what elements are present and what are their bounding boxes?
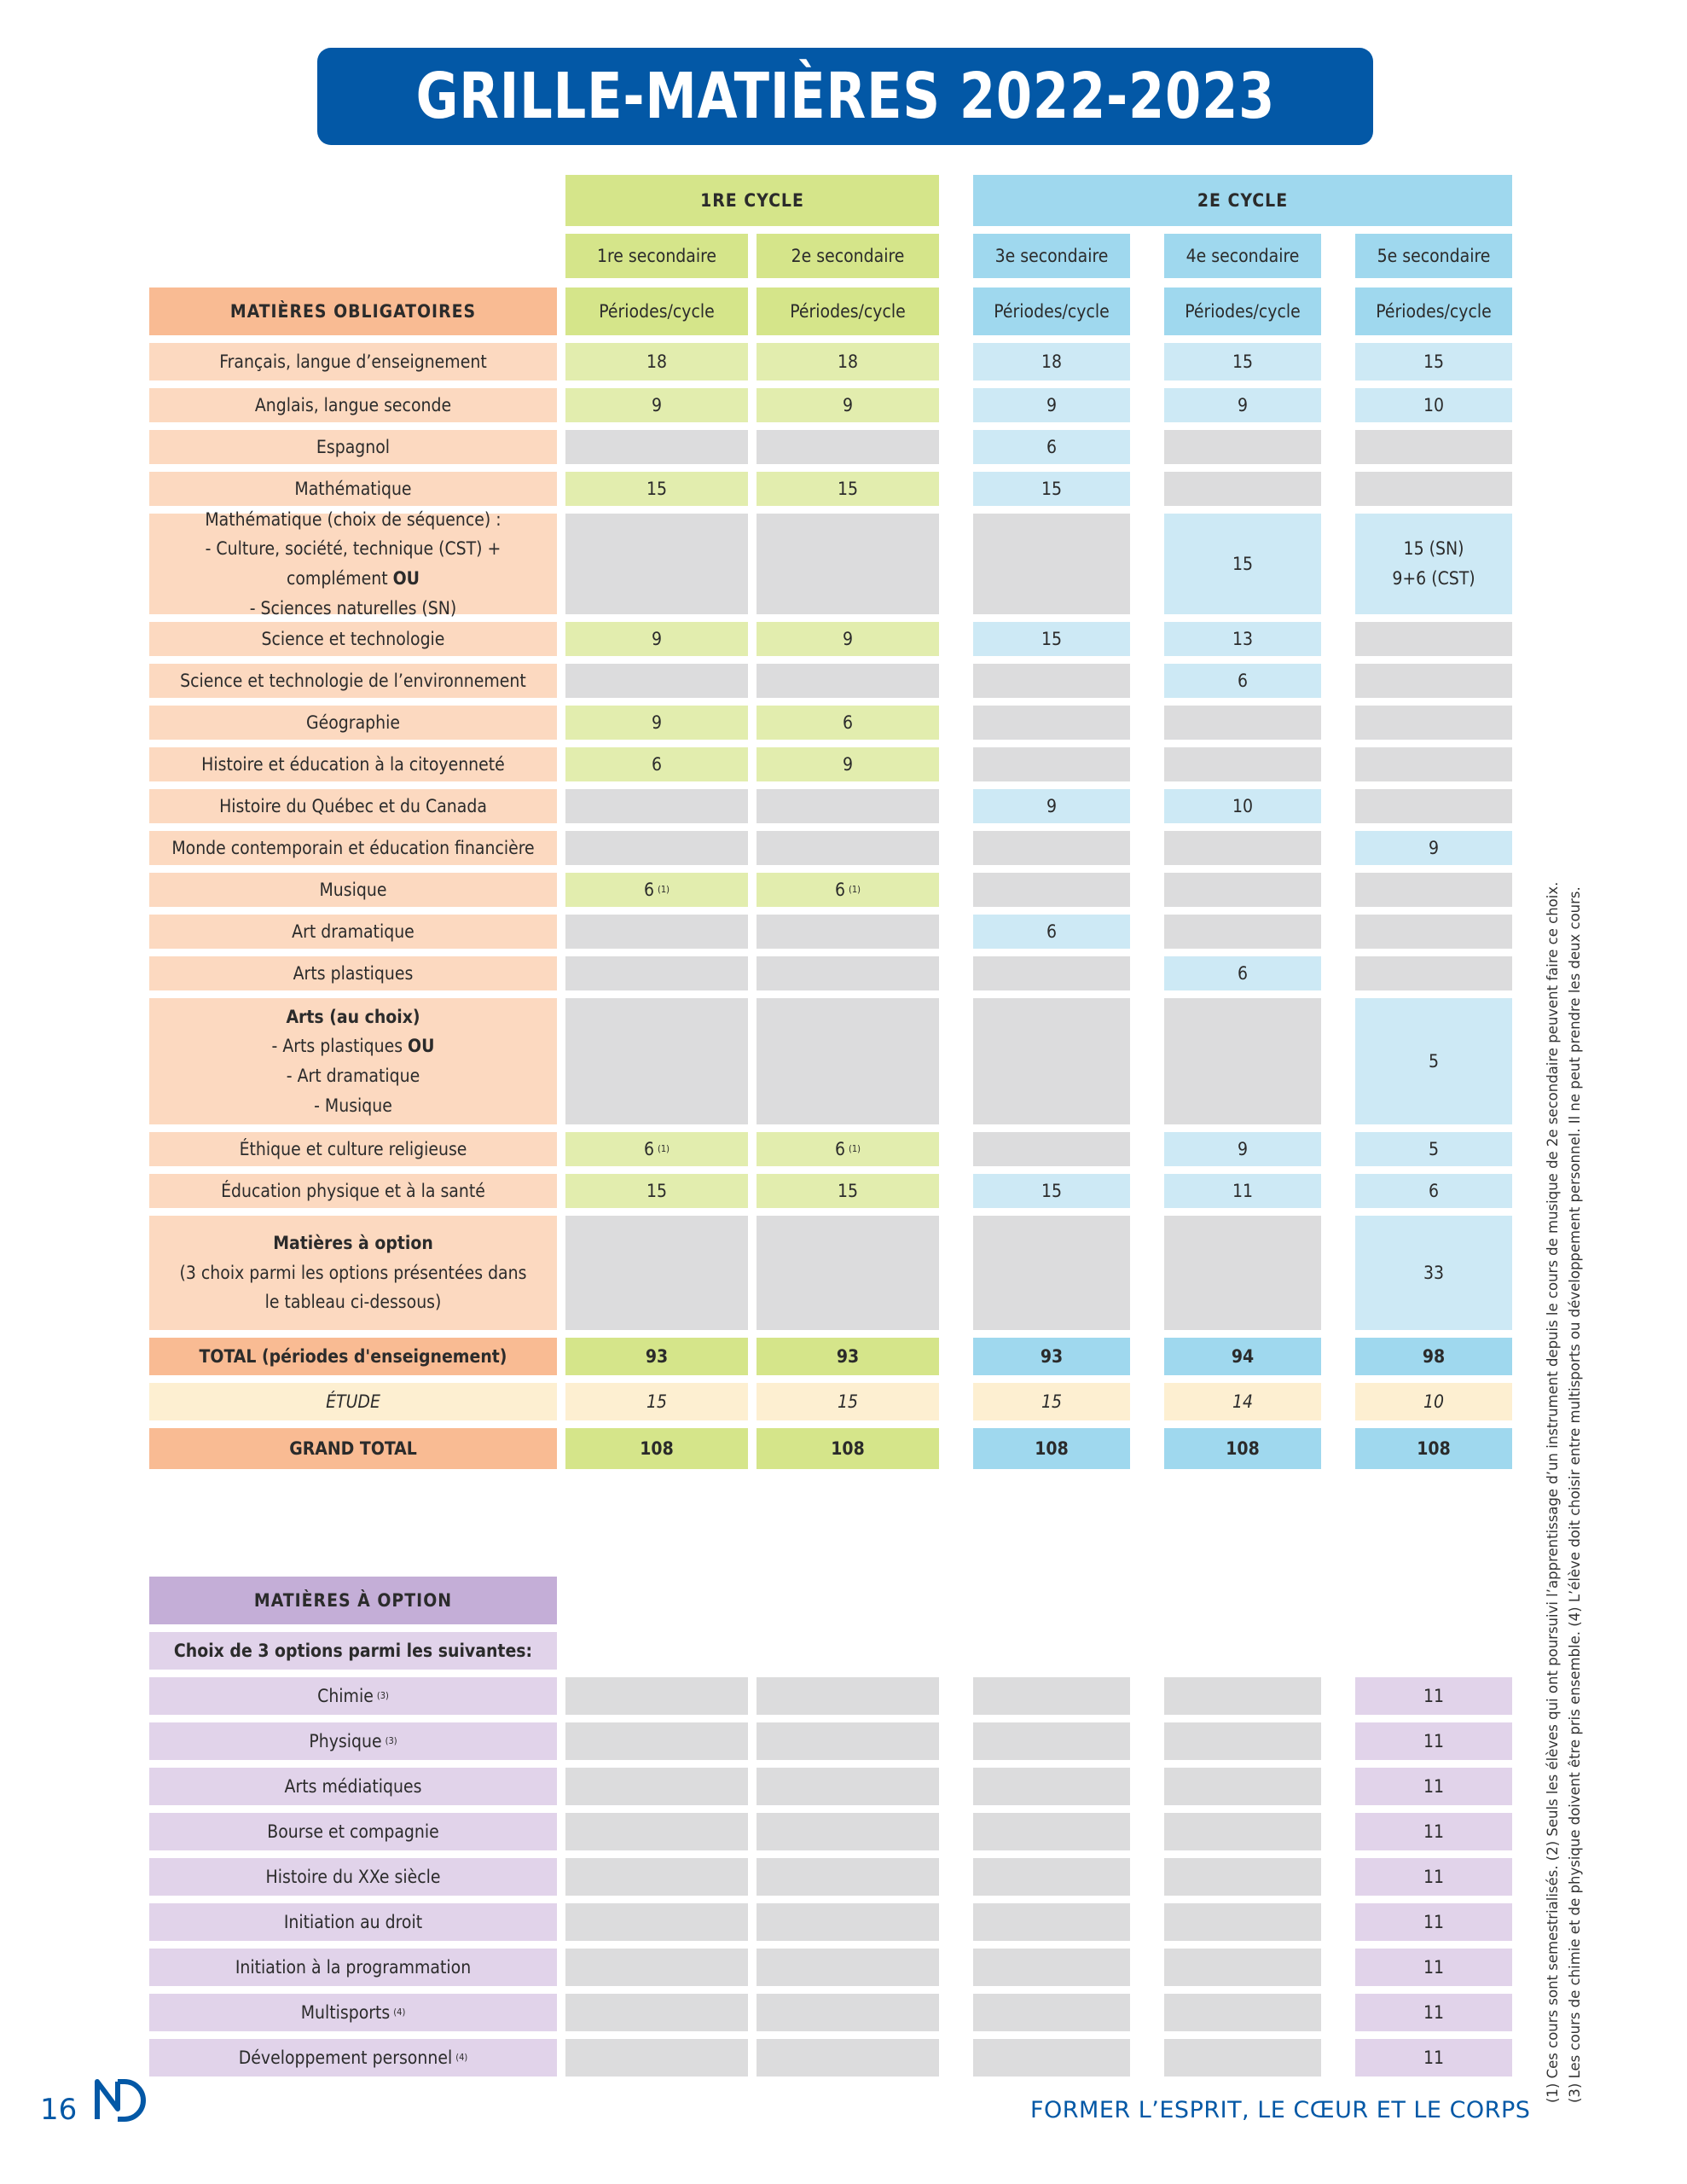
period-cell bbox=[565, 956, 748, 990]
period-cell bbox=[1164, 915, 1321, 949]
etude-label: ÉTUDE bbox=[149, 1383, 557, 1420]
period-value: 6 bbox=[834, 1138, 845, 1159]
option-row-label: Multisports (4) bbox=[149, 1994, 557, 2031]
period-cell bbox=[973, 472, 1130, 506]
period-cell bbox=[757, 1677, 939, 1715]
period-cell bbox=[757, 1216, 939, 1330]
subject-label-line: - Sciences naturelles (SN) bbox=[249, 597, 457, 619]
subject-label bbox=[149, 472, 557, 506]
empty-cell bbox=[757, 1577, 939, 1624]
period-cell bbox=[565, 1813, 748, 1850]
period-cell bbox=[1355, 622, 1512, 656]
empty-corner bbox=[149, 234, 557, 278]
subject-label-line: Matières à option bbox=[273, 1233, 433, 1254]
period-cell bbox=[973, 915, 1130, 949]
period-cell: 6 (1) bbox=[565, 873, 748, 907]
period-value: 6 bbox=[842, 712, 854, 733]
total-value: 98 bbox=[1355, 1338, 1512, 1375]
subject-label bbox=[149, 706, 557, 740]
period-cell bbox=[1355, 664, 1512, 698]
period-cell bbox=[973, 1949, 1130, 1986]
period-cell bbox=[973, 388, 1130, 422]
period-cell bbox=[565, 1722, 748, 1760]
period-cell bbox=[565, 706, 748, 740]
footnote-line: (3) Les cours de chimie et de physique doivent être pris ensemble. (4) L’élève doit choisir entre multisports ou développement personnel. Il ne peut prendre les deux cours. bbox=[1567, 886, 1583, 2103]
period-cell bbox=[565, 1903, 748, 1941]
period-value: 15 bbox=[646, 1180, 668, 1201]
nd-monogram-logo-icon bbox=[92, 2075, 150, 2126]
period-cell bbox=[757, 2039, 939, 2077]
period-cell bbox=[973, 1174, 1130, 1208]
period-value: 18 bbox=[1041, 351, 1063, 372]
period-cell bbox=[565, 514, 748, 614]
period-cell bbox=[1164, 2039, 1321, 2077]
total-value: 93 bbox=[757, 1338, 939, 1375]
period-cell bbox=[1164, 998, 1321, 1124]
period-cell bbox=[973, 1132, 1130, 1166]
etude-value: 15 bbox=[757, 1383, 939, 1420]
subject-label-line: Français, langue d’enseignement bbox=[219, 351, 487, 372]
period-cell bbox=[1355, 472, 1512, 506]
subject-label-line: Science et technologie de l’environnement bbox=[180, 670, 526, 691]
subject-label bbox=[149, 508, 557, 619]
period-cell bbox=[757, 514, 939, 614]
period-value: 9 bbox=[1237, 1138, 1249, 1159]
period-value: 9 bbox=[842, 394, 854, 415]
option-label: Initiation au droit bbox=[283, 1911, 423, 1932]
period-cell bbox=[1164, 789, 1321, 823]
period-cell bbox=[1355, 915, 1512, 949]
period-value: 6 bbox=[651, 753, 663, 775]
period-value: 10 bbox=[1232, 795, 1254, 816]
subject-label bbox=[149, 1132, 557, 1166]
subject-label-line: Éducation physique et à la santé bbox=[221, 1180, 485, 1201]
etude-value: 15 bbox=[565, 1383, 748, 1420]
period-cell bbox=[565, 430, 748, 464]
period-cell bbox=[757, 789, 939, 823]
subject-label-line: Arts (au choix) bbox=[286, 1006, 420, 1027]
option-value: 11 bbox=[1355, 1903, 1512, 1941]
subject-label bbox=[149, 747, 557, 781]
empty-cell bbox=[1139, 1577, 1321, 1624]
period-cell bbox=[757, 622, 939, 656]
or-keyword: OU bbox=[408, 1036, 435, 1057]
period-value: 15 bbox=[1041, 628, 1063, 649]
level-header: 1re secondaire bbox=[565, 234, 748, 278]
etude-value: 10 bbox=[1355, 1383, 1512, 1420]
option-row-label bbox=[149, 1903, 557, 1941]
subject-label-line: Éthique et culture religieuse bbox=[239, 1138, 467, 1159]
subject-label-line: Art dramatique bbox=[292, 921, 415, 942]
subject-label-line: Géographie bbox=[305, 712, 400, 733]
period-cell bbox=[973, 789, 1130, 823]
period-cell bbox=[757, 915, 939, 949]
period-cell bbox=[1355, 1174, 1512, 1208]
period-cell bbox=[1164, 430, 1321, 464]
period-value: 9 bbox=[842, 628, 854, 649]
options-choice-header: Choix de 3 options parmi les suivantes: bbox=[149, 1632, 557, 1670]
subject-label-line: Mathématique (choix de séquence) : bbox=[205, 508, 501, 530]
period-cell bbox=[973, 1768, 1130, 1805]
period-cell bbox=[1355, 789, 1512, 823]
total-value: 94 bbox=[1164, 1338, 1321, 1375]
period-cell bbox=[565, 622, 748, 656]
option-label: Arts médiatiques bbox=[284, 1775, 422, 1797]
option-row-label: Physique (3) bbox=[149, 1722, 557, 1760]
total-value: 93 bbox=[565, 1338, 748, 1375]
period-value: 15 bbox=[837, 478, 859, 499]
option-value: 11 bbox=[1355, 1949, 1512, 1986]
period-cell bbox=[565, 1174, 748, 1208]
period-cell bbox=[1355, 706, 1512, 740]
subject-label bbox=[149, 1216, 557, 1330]
period-cell bbox=[1164, 831, 1321, 865]
period-value: 10 bbox=[1423, 394, 1445, 415]
period-cell bbox=[757, 343, 939, 380]
period-cell bbox=[1164, 664, 1321, 698]
periods-header: Périodes/cycle bbox=[1164, 288, 1321, 335]
option-label: Multisports bbox=[300, 2001, 391, 2023]
period-cell bbox=[973, 1722, 1130, 1760]
period-cell bbox=[1164, 622, 1321, 656]
period-cell bbox=[757, 664, 939, 698]
subject-label bbox=[149, 622, 557, 656]
option-label: Chimie bbox=[317, 1685, 374, 1706]
option-label: Développement personnel bbox=[238, 2047, 453, 2068]
period-value: 15 bbox=[1041, 1180, 1063, 1201]
period-cell bbox=[973, 343, 1130, 380]
period-cell bbox=[565, 1858, 748, 1896]
period-value: 6 bbox=[643, 879, 654, 900]
period-cell bbox=[1355, 873, 1512, 907]
period-cell bbox=[973, 664, 1130, 698]
period-cell bbox=[1164, 1216, 1321, 1330]
period-cell bbox=[973, 1994, 1130, 2031]
period-cell bbox=[565, 2039, 748, 2077]
period-cell bbox=[757, 1174, 939, 1208]
option-value: 11 bbox=[1355, 1813, 1512, 1850]
period-value: 11 bbox=[1232, 1180, 1254, 1201]
subject-label-line: (3 choix parmi les options présentées dans bbox=[179, 1262, 527, 1283]
subject-label bbox=[149, 1174, 557, 1208]
period-cell bbox=[1164, 1722, 1321, 1760]
subject-label-line: Histoire et éducation à la citoyenneté bbox=[201, 753, 505, 775]
period-cell bbox=[757, 831, 939, 865]
period-cell bbox=[1164, 1903, 1321, 1941]
page-title-banner bbox=[317, 48, 1373, 145]
period-cell bbox=[565, 343, 748, 380]
option-row-label: Chimie (3) bbox=[149, 1677, 557, 1715]
period-cell bbox=[757, 472, 939, 506]
empty-cell bbox=[565, 1577, 748, 1624]
period-cell bbox=[1164, 873, 1321, 907]
period-value: 15 bbox=[646, 478, 668, 499]
period-cell bbox=[973, 514, 1130, 614]
period-cell bbox=[1355, 831, 1512, 865]
periods-header: Périodes/cycle bbox=[757, 288, 939, 335]
period-value: 6 bbox=[1046, 921, 1058, 942]
subject-label-line: Histoire du Québec et du Canada bbox=[219, 795, 487, 816]
grand-total-value: 108 bbox=[1355, 1428, 1512, 1469]
option-value: 11 bbox=[1355, 1677, 1512, 1715]
period-value: 6 bbox=[1237, 962, 1249, 984]
period-cell bbox=[1355, 514, 1512, 614]
subject-label bbox=[149, 343, 557, 380]
footnote-line: (1) Ces cours sont semestrialisés. (2) Seuls les élèves qui ont poursuivi l’apprentissage d’un instrument depuis le cours de musique de 2e secondaire peuvent faire ce choix. bbox=[1545, 881, 1561, 2103]
subject-label-line: Espagnol bbox=[316, 436, 391, 457]
period-cell bbox=[1355, 956, 1512, 990]
subject-label-line: Musique bbox=[319, 879, 387, 900]
period-cell bbox=[565, 1768, 748, 1805]
period-cell bbox=[1164, 747, 1321, 781]
period-cell bbox=[757, 956, 939, 990]
period-cell bbox=[1355, 1132, 1512, 1166]
period-cell bbox=[1164, 1768, 1321, 1805]
period-cell bbox=[757, 747, 939, 781]
page-title: GRILLE-MATIÈRES 2022-2023 bbox=[415, 60, 1275, 133]
subject-label bbox=[149, 664, 557, 698]
period-value: 9 bbox=[651, 628, 663, 649]
period-cell bbox=[565, 664, 748, 698]
period-cell bbox=[757, 998, 939, 1124]
option-label: Histoire du XXe siècle bbox=[265, 1866, 441, 1887]
period-cell bbox=[565, 915, 748, 949]
period-value: 9 bbox=[651, 712, 663, 733]
period-value: 15 bbox=[1232, 351, 1254, 372]
empty-corner bbox=[149, 175, 557, 226]
subject-label-line: Monde contemporain et éducation financière bbox=[171, 837, 535, 858]
period-cell bbox=[973, 430, 1130, 464]
period-value: 6 bbox=[1428, 1180, 1440, 1201]
level-header: 2e secondaire bbox=[757, 234, 939, 278]
period-value: 13 bbox=[1232, 628, 1254, 649]
period-value: 9 bbox=[1237, 394, 1249, 415]
period-cell bbox=[1164, 1858, 1321, 1896]
option-row-label bbox=[149, 1949, 557, 1986]
option-value: 11 bbox=[1355, 1722, 1512, 1760]
period-cell bbox=[973, 873, 1130, 907]
period-cell bbox=[565, 388, 748, 422]
period-cell bbox=[973, 747, 1130, 781]
empty-cell bbox=[948, 1577, 1130, 1624]
subject-label-line: le tableau ci-dessous) bbox=[264, 1292, 442, 1313]
period-cell bbox=[757, 1994, 939, 2031]
empty-cell bbox=[948, 1632, 1130, 1670]
period-cell bbox=[973, 2039, 1130, 2077]
section-options: MATIÈRES À OPTION bbox=[149, 1577, 557, 1624]
grand-total-value: 108 bbox=[973, 1428, 1130, 1469]
period-value: 15 (SN) bbox=[1403, 538, 1464, 560]
period-cell bbox=[1355, 747, 1512, 781]
period-value: 6 bbox=[1237, 670, 1249, 691]
empty-cell bbox=[1330, 1577, 1512, 1624]
period-cell bbox=[973, 1216, 1130, 1330]
period-cell bbox=[1164, 1994, 1321, 2031]
period-cell bbox=[973, 1903, 1130, 1941]
page-number: 16 bbox=[40, 2093, 78, 2127]
period-cell bbox=[757, 1813, 939, 1850]
subject-label-line: Science et technologie bbox=[261, 628, 445, 649]
mandatory-grid bbox=[149, 288, 1512, 1469]
period-value: 6 bbox=[1046, 436, 1058, 457]
option-row-label bbox=[149, 1813, 557, 1850]
period-cell bbox=[565, 998, 748, 1124]
period-cell bbox=[1164, 1132, 1321, 1166]
empty-cell bbox=[757, 1632, 939, 1670]
period-cell bbox=[973, 622, 1130, 656]
cycle-2-header: 2E CYCLE bbox=[973, 175, 1512, 226]
subject-label-line: Anglais, langue seconde bbox=[254, 394, 452, 415]
period-cell bbox=[565, 1216, 748, 1330]
level-header: 3e secondaire bbox=[973, 234, 1130, 278]
period-cell bbox=[973, 998, 1130, 1124]
period-cell bbox=[973, 1677, 1130, 1715]
footer-tagline: FORMER L’ESPRIT, LE CŒUR ET LE CORPS bbox=[1030, 2097, 1531, 2123]
grand-total-value: 108 bbox=[1164, 1428, 1321, 1469]
option-row-label bbox=[149, 1768, 557, 1805]
subject-label bbox=[149, 915, 557, 949]
period-cell bbox=[1164, 472, 1321, 506]
total-label: TOTAL (périodes d'enseignement) bbox=[149, 1338, 557, 1375]
subject-label-line: Mathématique bbox=[294, 478, 412, 499]
subject-label bbox=[149, 998, 557, 1124]
option-value: 11 bbox=[1355, 1994, 1512, 2031]
option-value: 11 bbox=[1355, 1768, 1512, 1805]
grand-total-value: 108 bbox=[757, 1428, 939, 1469]
period-value: 5 bbox=[1428, 1050, 1440, 1072]
period-value: 33 bbox=[1423, 1262, 1445, 1283]
period-value: 18 bbox=[646, 351, 668, 372]
option-row-label: Développement personnel (4) bbox=[149, 2039, 557, 2077]
period-cell bbox=[565, 1949, 748, 1986]
subject-label-line: - Arts plastiques bbox=[271, 1036, 403, 1057]
period-cell bbox=[565, 789, 748, 823]
period-cell bbox=[973, 1813, 1130, 1850]
period-value: 15 bbox=[1423, 351, 1445, 372]
period-cell: 6 (1) bbox=[565, 1132, 748, 1166]
period-value: 5 bbox=[1428, 1138, 1440, 1159]
period-cell bbox=[757, 1768, 939, 1805]
period-cell bbox=[973, 706, 1130, 740]
subject-label-line: - Culture, société, technique (CST) + complément bbox=[205, 538, 501, 589]
empty-cell bbox=[565, 1632, 748, 1670]
period-cell bbox=[1164, 514, 1321, 614]
option-label: Bourse et compagnie bbox=[267, 1821, 439, 1842]
period-cell: 6 (1) bbox=[757, 1132, 939, 1166]
period-cell bbox=[1164, 388, 1321, 422]
etude-value: 14 bbox=[1164, 1383, 1321, 1420]
period-cell bbox=[757, 1903, 939, 1941]
period-value: 6 bbox=[643, 1138, 654, 1159]
period-value: 9 bbox=[1046, 394, 1058, 415]
period-value: 9 bbox=[1046, 795, 1058, 816]
period-cell bbox=[565, 1994, 748, 2031]
periods-header: Périodes/cycle bbox=[1355, 288, 1512, 335]
etude-value: 15 bbox=[973, 1383, 1130, 1420]
period-cell bbox=[1164, 1174, 1321, 1208]
level-header: 4e secondaire bbox=[1164, 234, 1321, 278]
subject-label bbox=[149, 956, 557, 990]
period-cell bbox=[973, 1858, 1130, 1896]
period-cell bbox=[1355, 343, 1512, 380]
period-cell bbox=[1355, 430, 1512, 464]
period-value: 15 bbox=[1041, 478, 1063, 499]
or-keyword: OU bbox=[392, 568, 420, 589]
period-value: 18 bbox=[837, 351, 859, 372]
period-cell bbox=[1164, 706, 1321, 740]
period-cell bbox=[1164, 956, 1321, 990]
period-value-extra: 9+6 (CST) bbox=[1392, 568, 1475, 589]
period-cell bbox=[1355, 1216, 1512, 1330]
option-label: Physique bbox=[309, 1730, 382, 1751]
period-cell bbox=[565, 831, 748, 865]
subject-label bbox=[149, 388, 557, 422]
subject-grid bbox=[149, 175, 1512, 278]
period-value: 9 bbox=[842, 753, 854, 775]
option-row-label bbox=[149, 1858, 557, 1896]
level-header: 5e secondaire bbox=[1355, 234, 1512, 278]
subject-label bbox=[149, 873, 557, 907]
period-cell bbox=[757, 388, 939, 422]
period-cell bbox=[1164, 1813, 1321, 1850]
grand-total-label: GRAND TOTAL bbox=[149, 1428, 557, 1469]
period-cell bbox=[565, 472, 748, 506]
grand-total-value: 108 bbox=[565, 1428, 748, 1469]
subject-label bbox=[149, 789, 557, 823]
options-grid bbox=[149, 1577, 1512, 2077]
period-cell bbox=[973, 831, 1130, 865]
cycle-1-header: 1RE CYCLE bbox=[565, 175, 939, 226]
period-cell bbox=[757, 1949, 939, 1986]
period-value: 15 bbox=[837, 1180, 859, 1201]
periods-header: Périodes/cycle bbox=[973, 288, 1130, 335]
period-value: 9 bbox=[1428, 837, 1440, 858]
option-value: 11 bbox=[1355, 2039, 1512, 2077]
period-cell bbox=[565, 747, 748, 781]
period-value: 6 bbox=[834, 879, 845, 900]
footnotes bbox=[1542, 806, 1586, 2103]
period-value: 15 bbox=[1232, 553, 1254, 574]
subject-label-line: Arts plastiques bbox=[293, 962, 414, 984]
period-cell bbox=[757, 1858, 939, 1896]
period-cell bbox=[565, 1677, 748, 1715]
subject-label-line: - Musique bbox=[314, 1095, 392, 1116]
period-cell: 6 (1) bbox=[757, 873, 939, 907]
period-cell bbox=[1164, 1677, 1321, 1715]
period-cell bbox=[973, 956, 1130, 990]
subject-label bbox=[149, 430, 557, 464]
period-cell bbox=[1355, 998, 1512, 1124]
section-mandatory: MATIÈRES OBLIGATOIRES bbox=[149, 288, 557, 335]
option-value: 11 bbox=[1355, 1858, 1512, 1896]
period-cell bbox=[1164, 1949, 1321, 1986]
period-cell bbox=[757, 430, 939, 464]
period-cell bbox=[757, 1722, 939, 1760]
period-cell bbox=[1164, 343, 1321, 380]
subject-label-line: - Art dramatique bbox=[286, 1066, 420, 1086]
empty-cell bbox=[1139, 1632, 1321, 1670]
period-cell bbox=[1355, 388, 1512, 422]
period-value: 9 bbox=[651, 394, 663, 415]
empty-cell bbox=[1330, 1632, 1512, 1670]
subject-label bbox=[149, 831, 557, 865]
periods-header: Périodes/cycle bbox=[565, 288, 748, 335]
period-cell bbox=[757, 706, 939, 740]
option-label: Initiation à la programmation bbox=[235, 1956, 472, 1978]
total-value: 93 bbox=[973, 1338, 1130, 1375]
